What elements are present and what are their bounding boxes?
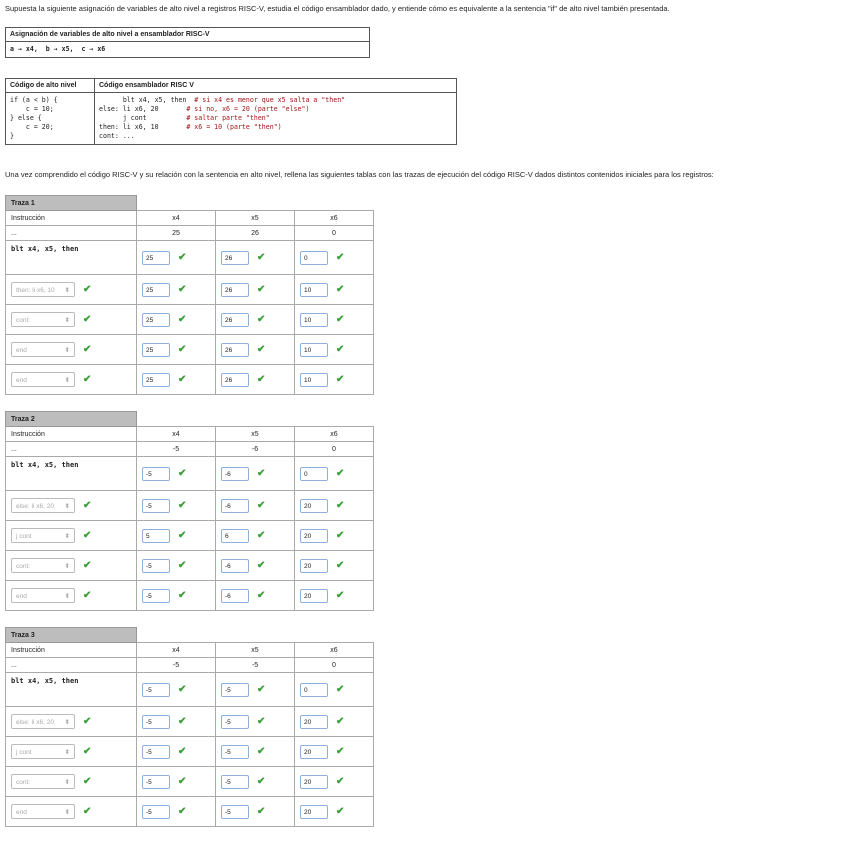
register-input[interactable]: 20 bbox=[300, 499, 328, 513]
instruction-select-value: cont: bbox=[16, 779, 31, 786]
check-icon: ✔ bbox=[83, 560, 92, 571]
instruction-select-value: else: li x6, 20 bbox=[16, 719, 54, 726]
trace-title: Traza 3 bbox=[6, 628, 137, 643]
register-input[interactable]: -5 bbox=[142, 559, 170, 573]
register-input[interactable]: 10 bbox=[300, 313, 328, 327]
register-input[interactable]: 20 bbox=[300, 529, 328, 543]
select-arrow-icon: ⬍ bbox=[64, 377, 70, 384]
register-input[interactable]: 26 bbox=[221, 343, 249, 357]
init-label: ... bbox=[6, 226, 137, 241]
check-icon: ✔ bbox=[257, 344, 266, 355]
check-icon: ✔ bbox=[178, 468, 187, 479]
instruction-select-value: end bbox=[16, 809, 27, 816]
register-input[interactable]: 20 bbox=[300, 805, 328, 819]
trace-table bbox=[5, 195, 374, 395]
asm-code bbox=[95, 93, 457, 145]
check-icon: ✔ bbox=[178, 284, 187, 295]
check-icon: ✔ bbox=[257, 500, 266, 511]
check-icon: ✔ bbox=[178, 746, 187, 757]
col-header-x4: x4 bbox=[137, 643, 216, 658]
register-input[interactable]: -5 bbox=[221, 775, 249, 789]
select-arrow-icon: ⬍ bbox=[64, 503, 70, 510]
check-icon: ✔ bbox=[336, 716, 345, 727]
col-header-x5: x5 bbox=[216, 427, 295, 442]
check-icon: ✔ bbox=[178, 530, 187, 541]
register-input[interactable]: 5 bbox=[142, 529, 170, 543]
instruction-select[interactable] bbox=[11, 588, 75, 603]
register-input[interactable]: -5 bbox=[142, 715, 170, 729]
register-input[interactable]: -5 bbox=[142, 805, 170, 819]
register-input[interactable]: 20 bbox=[300, 745, 328, 759]
col-header-x4: x4 bbox=[137, 427, 216, 442]
check-icon: ✔ bbox=[257, 746, 266, 757]
trace-table bbox=[5, 627, 374, 827]
instruction-select[interactable] bbox=[11, 774, 75, 789]
select-arrow-icon: ⬍ bbox=[64, 563, 70, 570]
register-input[interactable]: -5 bbox=[142, 589, 170, 603]
register-input[interactable]: -5 bbox=[142, 467, 170, 481]
register-input[interactable]: 0 bbox=[300, 251, 328, 265]
register-input[interactable]: 25 bbox=[142, 373, 170, 387]
register-input[interactable]: -5 bbox=[221, 745, 249, 759]
select-arrow-icon: ⬍ bbox=[64, 779, 70, 786]
col-header-x6: x6 bbox=[295, 427, 374, 442]
check-icon: ✔ bbox=[336, 806, 345, 817]
register-input[interactable]: 0 bbox=[300, 683, 328, 697]
check-icon: ✔ bbox=[83, 530, 92, 541]
instruction-select-value: end bbox=[16, 593, 27, 600]
instruction-select[interactable] bbox=[11, 498, 75, 513]
register-input[interactable]: 0 bbox=[300, 467, 328, 481]
register-input[interactable]: 26 bbox=[221, 283, 249, 297]
asm-instruction: then: li x6, 10 bbox=[99, 123, 179, 131]
check-icon: ✔ bbox=[257, 590, 266, 601]
col-header-x5: x5 bbox=[216, 211, 295, 226]
register-input[interactable]: 10 bbox=[300, 343, 328, 357]
check-icon: ✔ bbox=[336, 284, 345, 295]
check-icon: ✔ bbox=[83, 806, 92, 817]
instruction-select[interactable] bbox=[11, 744, 75, 759]
check-icon: ✔ bbox=[83, 374, 92, 385]
register-input[interactable]: 26 bbox=[221, 373, 249, 387]
asm-line bbox=[99, 123, 452, 132]
check-icon: ✔ bbox=[178, 806, 187, 817]
register-input[interactable]: -5 bbox=[221, 715, 249, 729]
check-icon: ✔ bbox=[257, 284, 266, 295]
init-value: 0 bbox=[295, 226, 374, 241]
asm-comment: # si x4 es menor que x5 salta a "then" bbox=[194, 96, 346, 104]
check-icon: ✔ bbox=[336, 374, 345, 385]
instruction-select-value: end bbox=[16, 377, 27, 384]
instruction-select[interactable] bbox=[11, 312, 75, 327]
check-icon: ✔ bbox=[257, 806, 266, 817]
register-input[interactable]: -5 bbox=[142, 499, 170, 513]
init-value: 26 bbox=[216, 226, 295, 241]
intro-text: Supuesta la siguiente asignación de variables de alto nivel a registros RISC-V, estudia el código ensamblador dado, y entiende cómo es equivalente a la sentencia "if" de alto nivel también presentada. bbox=[5, 4, 670, 13]
asm-instruction: else: li x6, 20 bbox=[99, 105, 179, 113]
register-input[interactable]: 25 bbox=[142, 251, 170, 265]
check-icon: ✔ bbox=[257, 684, 266, 695]
select-arrow-icon: ⬍ bbox=[64, 533, 70, 540]
instruction-select[interactable] bbox=[11, 528, 75, 543]
asm-line bbox=[99, 132, 452, 141]
first-instruction: blt x4, x5, then bbox=[6, 241, 137, 275]
init-label: ... bbox=[6, 658, 137, 673]
assignment-content: a → x4, b → x5, c → x6 bbox=[6, 42, 370, 58]
init-value: -5 bbox=[216, 658, 295, 673]
register-input[interactable]: -6 bbox=[221, 499, 249, 513]
register-input[interactable]: -5 bbox=[221, 805, 249, 819]
select-arrow-icon: ⬍ bbox=[64, 287, 70, 294]
instruction-select-value: end bbox=[16, 347, 27, 354]
instructions-text: Una vez comprendido el código RISC-V y su relación con la sentencia en alto nivel, rellena las siguientes tablas con las trazas de ejecución del código RISC-V dados distintos contenidos iniciales para los registros: bbox=[5, 170, 714, 179]
check-icon: ✔ bbox=[257, 560, 266, 571]
instruction-select[interactable] bbox=[11, 342, 75, 357]
register-input[interactable]: -5 bbox=[221, 683, 249, 697]
register-input[interactable]: 20 bbox=[300, 775, 328, 789]
register-input[interactable]: 6 bbox=[221, 529, 249, 543]
col-header-x6: x6 bbox=[295, 211, 374, 226]
check-icon: ✔ bbox=[178, 500, 187, 511]
instruction-select-value: else: li x6, 20 bbox=[16, 503, 54, 510]
col-header-instr: Instrucción bbox=[6, 643, 137, 658]
select-arrow-icon: ⬍ bbox=[64, 593, 70, 600]
instruction-select-value: j cont bbox=[16, 533, 32, 540]
code-box bbox=[5, 78, 457, 145]
instruction-select-value: then: li x6, 10 bbox=[16, 287, 55, 294]
select-arrow-icon: ⬍ bbox=[64, 809, 70, 816]
instruction-select[interactable] bbox=[11, 372, 75, 387]
check-icon: ✔ bbox=[178, 344, 187, 355]
col-header-x4: x4 bbox=[137, 211, 216, 226]
check-icon: ✔ bbox=[336, 468, 345, 479]
check-icon: ✔ bbox=[336, 590, 345, 601]
select-arrow-icon: ⬍ bbox=[64, 347, 70, 354]
check-icon: ✔ bbox=[336, 684, 345, 695]
asm-instruction: cont: ... bbox=[99, 132, 179, 140]
check-icon: ✔ bbox=[178, 590, 187, 601]
check-icon: ✔ bbox=[83, 716, 92, 727]
check-icon: ✔ bbox=[178, 684, 187, 695]
check-icon: ✔ bbox=[336, 746, 345, 757]
asm-comment: # saltar parte "then" bbox=[186, 114, 270, 122]
check-icon: ✔ bbox=[336, 560, 345, 571]
init-value: 25 bbox=[137, 226, 216, 241]
register-input[interactable]: -5 bbox=[142, 775, 170, 789]
asm-line bbox=[99, 105, 452, 114]
check-icon: ✔ bbox=[83, 590, 92, 601]
check-icon: ✔ bbox=[178, 252, 187, 263]
select-arrow-icon: ⬍ bbox=[64, 317, 70, 324]
instruction-select-value: cont: bbox=[16, 317, 31, 324]
asm-line bbox=[99, 96, 452, 105]
init-label: ... bbox=[6, 442, 137, 457]
hl-code: if (a < b) { c = 10; } else { c = 20; } bbox=[6, 93, 95, 145]
init-value: 0 bbox=[295, 658, 374, 673]
register-input[interactable]: 26 bbox=[221, 313, 249, 327]
check-icon: ✔ bbox=[336, 314, 345, 325]
register-input[interactable]: 26 bbox=[221, 251, 249, 265]
register-input[interactable]: 25 bbox=[142, 283, 170, 297]
register-input[interactable]: 10 bbox=[300, 373, 328, 387]
instruction-select[interactable] bbox=[11, 558, 75, 573]
register-input[interactable]: -6 bbox=[221, 467, 249, 481]
init-value: -6 bbox=[216, 442, 295, 457]
col-header-x6: x6 bbox=[295, 643, 374, 658]
register-input[interactable]: -5 bbox=[142, 683, 170, 697]
col-header-x5: x5 bbox=[216, 643, 295, 658]
assignment-title: Asignación de variables de alto nivel a ensamblador RISC-V bbox=[6, 28, 370, 42]
first-instruction: blt x4, x5, then bbox=[6, 457, 137, 491]
check-icon: ✔ bbox=[83, 500, 92, 511]
check-icon: ✔ bbox=[257, 374, 266, 385]
register-input[interactable]: -6 bbox=[221, 589, 249, 603]
check-icon: ✔ bbox=[257, 252, 266, 263]
select-arrow-icon: ⬍ bbox=[64, 719, 70, 726]
register-input[interactable]: 25 bbox=[142, 313, 170, 327]
select-arrow-icon: ⬍ bbox=[64, 749, 70, 756]
register-input[interactable]: 25 bbox=[142, 343, 170, 357]
init-value: -5 bbox=[137, 658, 216, 673]
check-icon: ✔ bbox=[257, 776, 266, 787]
asm-code-title: Código ensamblador RISC V bbox=[95, 79, 457, 93]
asm-comment: # x6 = 10 (parte "then") bbox=[186, 123, 282, 131]
check-icon: ✔ bbox=[83, 314, 92, 325]
asm-comment: # si no, x6 = 20 (parte "else") bbox=[186, 105, 310, 113]
check-icon: ✔ bbox=[178, 776, 187, 787]
first-instruction: blt x4, x5, then bbox=[6, 673, 137, 707]
instruction-select-value: j cont bbox=[16, 749, 32, 756]
instruction-select[interactable] bbox=[11, 804, 75, 819]
check-icon: ✔ bbox=[257, 314, 266, 325]
check-icon: ✔ bbox=[178, 314, 187, 325]
check-icon: ✔ bbox=[336, 776, 345, 787]
check-icon: ✔ bbox=[83, 284, 92, 295]
register-input[interactable]: 10 bbox=[300, 283, 328, 297]
init-value: -5 bbox=[137, 442, 216, 457]
trace-table bbox=[5, 411, 374, 611]
check-icon: ✔ bbox=[83, 344, 92, 355]
check-icon: ✔ bbox=[178, 374, 187, 385]
col-header-instr: Instrucción bbox=[6, 211, 137, 226]
trace-title: Traza 1 bbox=[6, 196, 137, 211]
register-input[interactable]: -6 bbox=[221, 559, 249, 573]
assignment-box bbox=[5, 27, 370, 58]
asm-instruction: blt x4, x5, then bbox=[99, 96, 187, 104]
asm-line bbox=[99, 114, 452, 123]
check-icon: ✔ bbox=[336, 530, 345, 541]
hl-code-title: Código de alto nivel bbox=[6, 79, 95, 93]
check-icon: ✔ bbox=[178, 716, 187, 727]
init-value: 0 bbox=[295, 442, 374, 457]
register-input[interactable]: 20 bbox=[300, 715, 328, 729]
trace-title: Traza 2 bbox=[6, 412, 137, 427]
check-icon: ✔ bbox=[257, 468, 266, 479]
register-input[interactable]: 20 bbox=[300, 559, 328, 573]
register-input[interactable]: 20 bbox=[300, 589, 328, 603]
check-icon: ✔ bbox=[336, 500, 345, 511]
register-input[interactable]: -5 bbox=[142, 745, 170, 759]
check-icon: ✔ bbox=[178, 560, 187, 571]
col-header-instr: Instrucción bbox=[6, 427, 137, 442]
check-icon: ✔ bbox=[257, 716, 266, 727]
instruction-select-value: cont: bbox=[16, 563, 31, 570]
check-icon: ✔ bbox=[83, 746, 92, 757]
asm-instruction: j cont bbox=[99, 114, 179, 122]
check-icon: ✔ bbox=[336, 344, 345, 355]
check-icon: ✔ bbox=[257, 530, 266, 541]
instruction-select[interactable] bbox=[11, 282, 75, 297]
instruction-select[interactable] bbox=[11, 714, 75, 729]
check-icon: ✔ bbox=[83, 776, 92, 787]
check-icon: ✔ bbox=[336, 252, 345, 263]
